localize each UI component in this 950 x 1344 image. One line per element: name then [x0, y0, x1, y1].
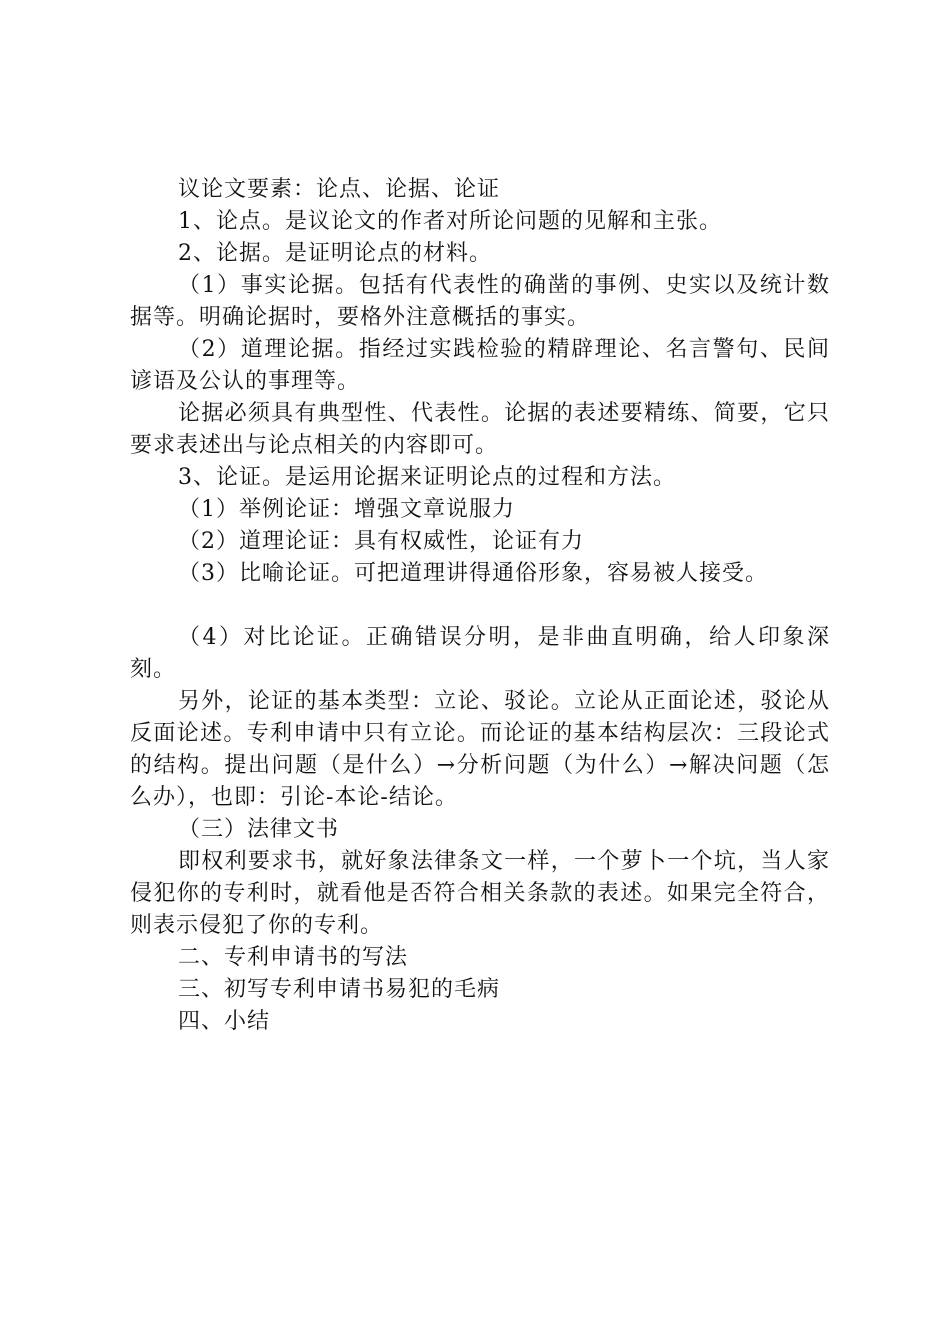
list-item-metaphor-argument: （3）比喻论证。可把道理讲得通俗形象，容易被人接受。 — [178, 561, 768, 586]
paragraph-claims: 即权利要求书，就好象法律条文一样，一个萝卜一个坑，当人家侵犯你的专利时，就看他是否符合相关条款的表述。如果完全符合，则表示侵犯了你的专利。 — [130, 849, 830, 938]
blank-line — [130, 590, 830, 622]
paragraph-argument-types: 另外，论证的基本类型：立论、驳论。立论从正面论述，驳论从反面论述。专利申请中只有立论。而论证的基本结构层次：三段论式的结构。提出问题（是什么）→分析问题（为什么）→解决问题（怎么办），也即：引论-本论-结论。 — [130, 689, 830, 810]
paragraph-reason-evidence: （2）道理论据。指经过实践检验的精辟理论、名言警句、民间谚语及公认的事理等。 — [130, 337, 830, 394]
list-item-reason-argument: （2）道理论证：具有权威性，论证有力 — [178, 529, 584, 554]
heading-section-three: 三、初写专利申请书易犯的毛病 — [178, 977, 501, 1002]
heading-section-four: 四、小结 — [178, 1009, 271, 1034]
heading-section-two: 二、专利申请书的写法 — [178, 945, 409, 970]
paragraph-thesis: 1、论点。是议论文的作者对所论问题的见解和主张。 — [178, 209, 722, 234]
heading-legal-document: （三）法律文书 — [178, 817, 340, 842]
paragraph-evidence-requirements: 论据必须具有典型性、代表性。论据的表述要精练、简要，它只要求表述出与论点相关的内容即可。 — [130, 401, 830, 458]
paragraph-argumentation: 3、论证。是运用论据来证明论点的过程和方法。 — [178, 465, 676, 490]
paragraph-evidence: 2、论据。是证明论点的材料。 — [178, 241, 492, 266]
document-body — [130, 174, 830, 1038]
list-item-example-argument: （1）举例论证：增强文章说服力 — [178, 497, 515, 522]
heading-elements: 议论文要素：论点、论据、论证 — [178, 177, 501, 202]
list-item-contrast-argument: （4）对比论证。正确错误分明，是非曲直明确，给人印象深刻。 — [130, 625, 830, 682]
paragraph-fact-evidence: （1）事实论据。包括有代表性的确凿的事例、史实以及统计数据等。明确论据时，要格外注意概括的事实。 — [130, 273, 830, 330]
